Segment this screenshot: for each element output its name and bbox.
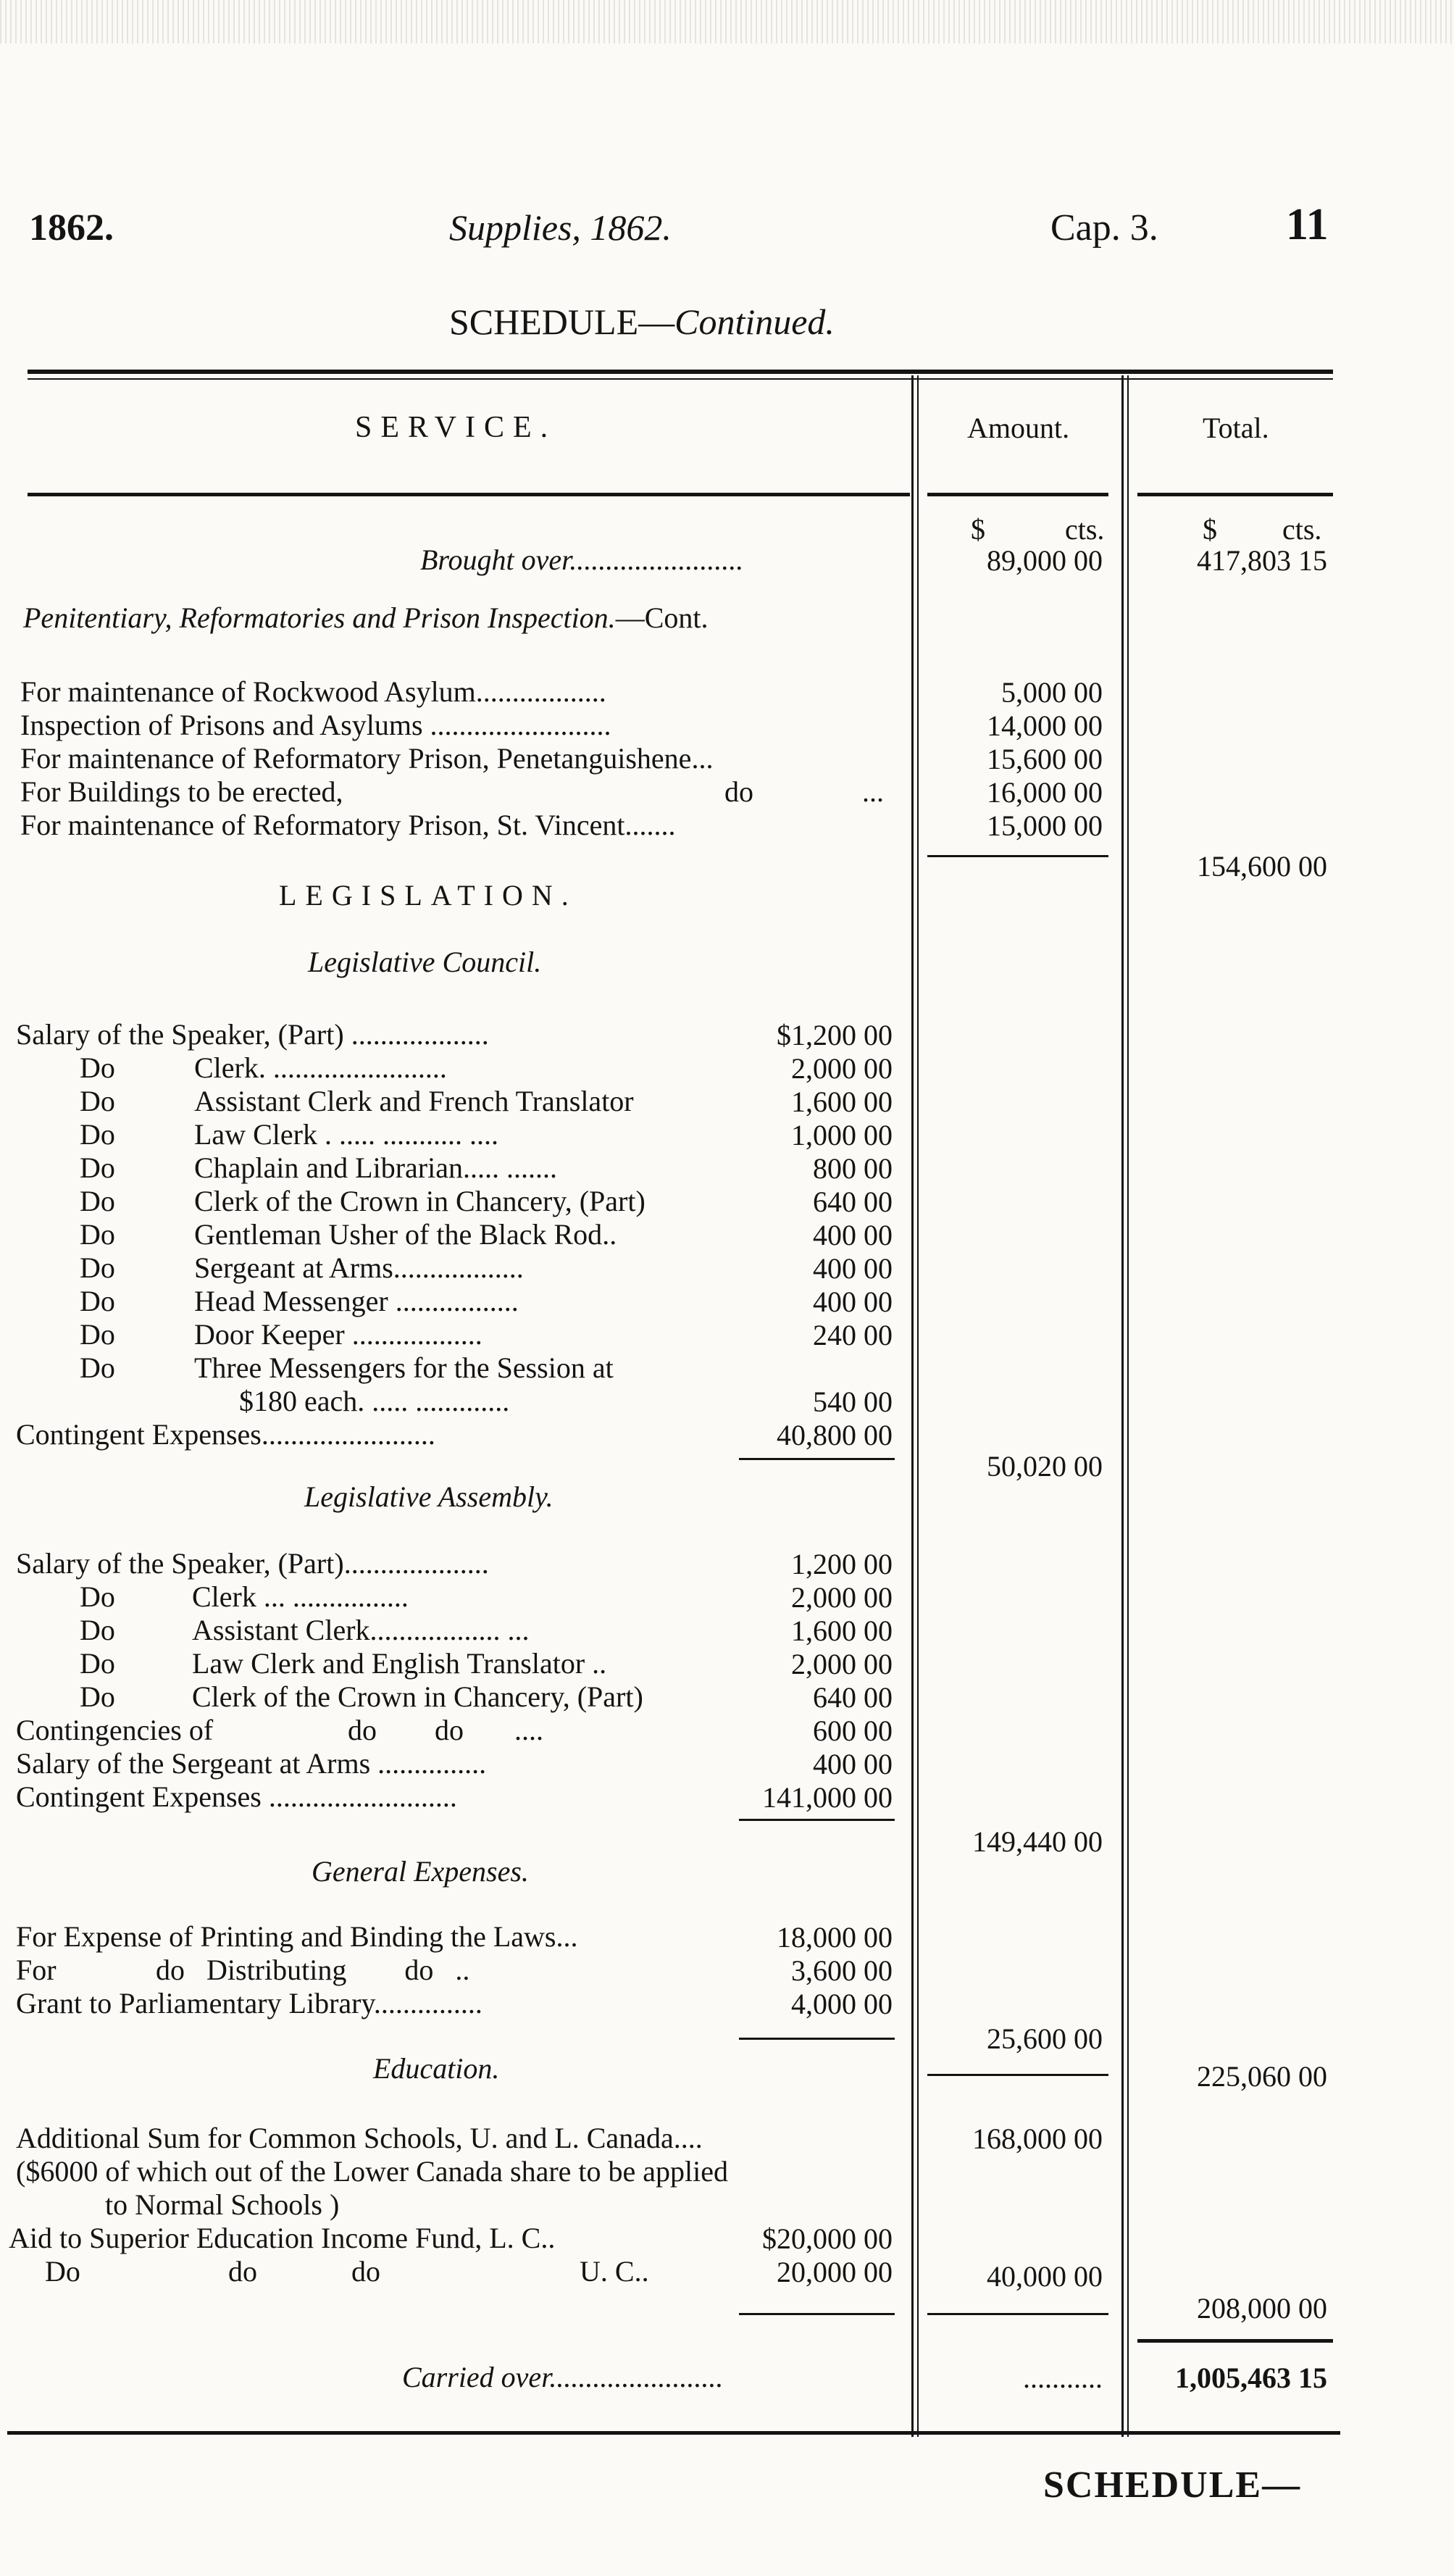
subtotal-rule xyxy=(739,1819,895,1821)
amount-rule xyxy=(927,2313,1108,2315)
council-row-label: Salary of the Speaker, (Part) ................... xyxy=(16,1018,489,1051)
assembly-row-label: Contingent Expenses .......................... xyxy=(16,1780,457,1813)
council-row-do: Do xyxy=(80,1351,115,1384)
assembly-row-value: 1,200 00 xyxy=(791,1548,893,1580)
assembly-row-do: Do xyxy=(80,1614,115,1646)
amount-rule xyxy=(927,2074,1108,2076)
education-amount: 168,000 00 xyxy=(972,2122,1103,2155)
general-subtotal: 25,600 00 xyxy=(987,2022,1103,2055)
header-underline-total xyxy=(1137,493,1333,496)
col-divider-2b xyxy=(1127,375,1129,2437)
education-line: to Normal Schools ) xyxy=(105,2188,340,2221)
assembly-heading: Legislative Assembly. xyxy=(304,1480,553,1513)
assembly-row-do: Do xyxy=(80,1647,115,1680)
penitentiary-item-label: For maintenance of Reformatory Prison, Penetanguishene... xyxy=(20,742,714,775)
education-total: 208,000 00 xyxy=(1197,2292,1327,2325)
assembly-row-label: Salary of the Speaker, (Part).................... xyxy=(16,1547,489,1580)
council-row-label: Clerk. ........................ xyxy=(194,1051,447,1084)
council-row-value: 800 00 xyxy=(813,1152,893,1185)
assembly-row-label: Clerk ... ................ xyxy=(192,1580,409,1613)
council-row-do: Do xyxy=(80,1218,115,1251)
assembly-row-value: 2,000 00 xyxy=(791,1581,893,1614)
council-row-label: Sergeant at Arms.................. xyxy=(194,1251,524,1284)
table-top-rule xyxy=(28,370,1333,374)
penitentiary-item-amount: 16,000 00 xyxy=(987,776,1103,809)
general-row-label: For Expense of Printing and Binding the Laws... xyxy=(16,1920,578,1953)
brought-over-total: 417,803 15 xyxy=(1197,544,1327,577)
penitentiary-item-amount: 14,000 00 xyxy=(987,709,1103,742)
assembly-row-label: Assistant Clerk.................. ... xyxy=(192,1614,530,1646)
penitentiary-heading: Penitentiary, Reformatories and Prison Inspection.—Cont. xyxy=(23,601,709,634)
education-line-ditto: do do xyxy=(228,2255,380,2288)
penitentiary-item-label: For maintenance of Rockwood Asylum.................. xyxy=(20,675,606,708)
scan-noise xyxy=(0,0,1454,43)
schedule-title: SCHEDULE—Continued. xyxy=(449,301,835,342)
education-line: Aid to Superior Education Income Fund, L. C.. xyxy=(9,2222,556,2254)
penitentiary-item-amount: 15,600 00 xyxy=(987,743,1103,775)
general-heading: General Expenses. xyxy=(312,1855,529,1888)
amount-dollar-sign: $ xyxy=(971,513,985,546)
council-row-label: Chaplain and Librarian..... ....... xyxy=(194,1151,557,1184)
header-chapter: Cap. 3. xyxy=(1050,207,1158,249)
subtotal-rule xyxy=(739,2313,895,2315)
carried-over-label: Carried over........................ xyxy=(402,2361,724,2393)
brought-over-label: Brought over........................ xyxy=(420,543,744,576)
col-heading-amount: Amount. xyxy=(967,412,1070,444)
assembly-row-ditto: do do .... xyxy=(348,1714,543,1746)
col-divider-1a xyxy=(911,375,914,2437)
table-top-rule-thin xyxy=(28,378,1333,380)
education-value: $20,000 00 xyxy=(762,2222,893,2255)
education-line-do: Do xyxy=(45,2255,80,2288)
council-row-value: 400 00 xyxy=(813,1219,893,1251)
col-heading-total: Total. xyxy=(1203,412,1269,444)
footer-catchword: SCHEDULE— xyxy=(1043,2464,1302,2506)
council-row-do: Do xyxy=(80,1185,115,1217)
header-page-number: 11 xyxy=(1286,200,1329,249)
council-row-value: 400 00 xyxy=(813,1285,893,1318)
leader-dots: ... xyxy=(862,775,884,808)
council-row-do: Do xyxy=(80,1051,115,1084)
carried-over-total: 1,005,463 15 xyxy=(1175,2362,1327,2394)
council-row-label: Contingent Expenses........................ xyxy=(16,1418,435,1451)
assembly-row-do: Do xyxy=(80,1680,115,1713)
general-row-ditto: do Distributing do .. xyxy=(156,1954,470,1986)
council-subtotal: 50,020 00 xyxy=(987,1450,1103,1483)
header-underline-service xyxy=(28,493,910,496)
assembly-row-value: 600 00 xyxy=(813,1714,893,1747)
assembly-row-value: 141,000 00 xyxy=(762,1781,893,1814)
council-heading: Legislative Council. xyxy=(308,946,542,978)
council-row-label: Gentleman Usher of the Black Rod.. xyxy=(194,1218,617,1251)
subtotal-rule xyxy=(739,1458,895,1460)
council-row-label: Assistant Clerk and French Translator xyxy=(194,1085,634,1117)
council-row-value: $1,200 00 xyxy=(777,1019,893,1051)
council-row-do: Do xyxy=(80,1085,115,1117)
council-row-value: 540 00 xyxy=(813,1385,893,1418)
col-heading-service: SERVICE. xyxy=(355,411,557,444)
council-row-label: Law Clerk . ..... ........... .... xyxy=(194,1118,498,1151)
assembly-subtotal: 149,440 00 xyxy=(972,1825,1103,1858)
penitentiary-item-amount: 5,000 00 xyxy=(1001,676,1103,709)
general-row-label: Grant to Parliamentary Library............... xyxy=(16,1987,482,2019)
assembly-row-value: 1,600 00 xyxy=(791,1614,893,1647)
council-row-label: Clerk of the Crown in Chancery, (Part) xyxy=(194,1185,645,1217)
assembly-row-label: Clerk of the Crown in Chancery, (Part) xyxy=(192,1680,643,1713)
education-line: ($6000 of which out of the Lower Canada share to be applied xyxy=(16,2155,729,2188)
assembly-row-do: Do xyxy=(80,1580,115,1613)
council-row-value: 240 00 xyxy=(813,1319,893,1351)
general-row-value: 3,600 00 xyxy=(791,1954,893,1987)
assembly-row-label: Law Clerk and English Translator .. xyxy=(192,1647,607,1680)
assembly-row-value: 400 00 xyxy=(813,1748,893,1780)
council-row-do: Do xyxy=(80,1151,115,1184)
council-row-value: 40,800 00 xyxy=(777,1419,893,1451)
penitentiary-item-ditto: do xyxy=(724,775,753,808)
penitentiary-item-label: Inspection of Prisons and Asylums ......................... xyxy=(20,709,611,741)
council-row-label: $180 each. ..... ............. xyxy=(239,1385,510,1417)
assembly-row-value: 640 00 xyxy=(813,1681,893,1714)
council-row-do: Do xyxy=(80,1251,115,1284)
subtotal-rule xyxy=(739,2038,895,2040)
legislation-total: 225,060 00 xyxy=(1197,2060,1327,2093)
amount-rule xyxy=(927,855,1108,857)
council-row-do: Do xyxy=(80,1118,115,1151)
council-row-label: Door Keeper .................. xyxy=(194,1318,482,1351)
council-row-label: Head Messenger ................. xyxy=(194,1285,519,1317)
header-year: 1862. xyxy=(29,207,114,249)
penitentiary-total: 154,600 00 xyxy=(1197,850,1327,883)
total-dollar-sign: $ xyxy=(1203,513,1217,546)
penitentiary-item-label: For maintenance of Reformatory Prison, St. Vincent....... xyxy=(20,809,676,841)
council-row-value: 1,600 00 xyxy=(791,1085,893,1118)
col-divider-2a xyxy=(1121,375,1124,2437)
total-rule xyxy=(1137,2339,1333,2343)
header-underline-amount xyxy=(927,493,1108,496)
total-cents-label: cts. xyxy=(1282,513,1322,546)
general-row-label: For xyxy=(16,1954,57,1986)
education-heading: Education. xyxy=(373,2052,500,2085)
carried-over-amount: ........... xyxy=(1023,2362,1103,2394)
assembly-row-label: Salary of the Sergeant at Arms ............... xyxy=(16,1747,487,1780)
education-amount: 40,000 00 xyxy=(987,2260,1103,2293)
education-value: 20,000 00 xyxy=(777,2256,893,2288)
brought-over-amount: 89,000 00 xyxy=(987,544,1103,577)
education-line-end: U. C.. xyxy=(580,2255,649,2288)
amount-cents-label: cts. xyxy=(1065,513,1105,546)
penitentiary-item-label: For Buildings to be erected, xyxy=(20,775,343,808)
council-row-value: 400 00 xyxy=(813,1252,893,1285)
council-row-label: Three Messengers for the Session at xyxy=(194,1351,614,1384)
council-row-value: 640 00 xyxy=(813,1185,893,1218)
col-divider-1b xyxy=(917,375,919,2437)
council-row-do: Do xyxy=(80,1318,115,1351)
header-act-title: Supplies, 1862. xyxy=(449,207,672,248)
assembly-row-label: Contingencies of xyxy=(16,1714,214,1746)
table-bottom-rule xyxy=(7,2431,1340,2435)
council-row-value: 1,000 00 xyxy=(791,1119,893,1151)
council-row-value: 2,000 00 xyxy=(791,1052,893,1085)
general-row-value: 4,000 00 xyxy=(791,1988,893,2020)
council-row-do: Do xyxy=(80,1285,115,1317)
general-row-value: 18,000 00 xyxy=(777,1921,893,1954)
assembly-row-value: 2,000 00 xyxy=(791,1648,893,1680)
education-line: Additional Sum for Common Schools, U. and L. Canada.... xyxy=(16,2122,703,2154)
legislation-heading: LEGISLATION. xyxy=(279,879,577,912)
penitentiary-item-amount: 15,000 00 xyxy=(987,809,1103,842)
